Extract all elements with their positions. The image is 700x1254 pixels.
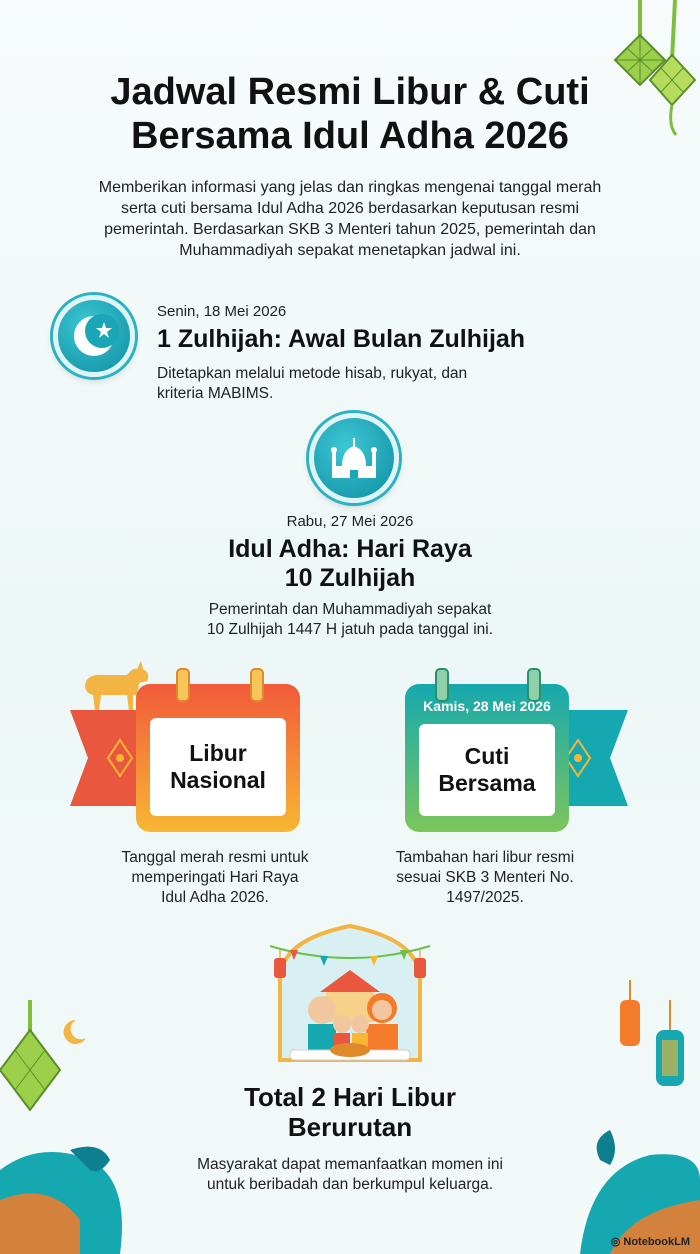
event1-date: Senin, 18 Mei 2026 xyxy=(157,303,287,320)
total-description: Masyarakat dapat memanfaatkan momen ini untuk beribadah dan berkumpul keluarga. xyxy=(197,1156,503,1193)
libur-label-line2: Nasional xyxy=(170,767,266,793)
libur-label-line1: Libur xyxy=(189,740,247,766)
family-illustration xyxy=(260,920,440,1070)
cuti-date: Kamis, 28 Mei 2026 xyxy=(423,698,551,714)
event2-description: Pemerintah dan Muhammadiyah sepakat 10 Zulhijah 1447 H jatuh pada tanggal ini. xyxy=(206,601,494,638)
mosque-icon xyxy=(309,413,399,503)
ketupat-decoration-bottom-left xyxy=(0,1000,130,1254)
brand-notebooklm: ◎ NotebookLM xyxy=(610,1236,690,1248)
lanterns-decoration-bottom-right xyxy=(570,980,700,1254)
total-heading: Total 2 Hari Libur Berurutan xyxy=(244,1082,456,1142)
event1-heading: 1 Zulhijah: Awal Bulan Zulhijah xyxy=(157,325,526,353)
notebook-logo-icon: ◎ xyxy=(610,1236,624,1248)
lantern-icon xyxy=(412,950,428,986)
libur-description: Tanggal merah resmi untuk memperingati Hari Raya Idul Adha 2026. xyxy=(121,849,309,906)
lantern-icon xyxy=(272,950,288,986)
cuti-bersama-calendar xyxy=(405,684,569,832)
cuti-label-line1: Cuti xyxy=(464,743,510,769)
cuti-description: Tambahan hari libur resmi sesuai SKB 3 Menteri No. 1497/2025. xyxy=(395,849,575,906)
page-title: Jadwal Resmi Libur & Cuti Bersama Idul Adha 2026 xyxy=(110,71,590,157)
cuti-label-line2: Bersama xyxy=(438,770,536,796)
libur-nasional-calendar xyxy=(136,684,300,832)
event2-heading: Idul Adha: Hari Raya 10 Zulhijah xyxy=(228,535,472,592)
event1-description: Ditetapkan melalui metode hisab, rukyat, dan kriteria MABIMS. xyxy=(157,365,468,402)
intro-paragraph: Memberikan informasi yang jelas dan ringkas mengenai tanggal merah serta cuti bersama Idul Adha 2026 berdasarkan keputusan resmi pemerintah. Berdasarkan SKB 3 Menteri tahun 2025, pemerintah dan Muhammadiyah sepakat menetapkan jadwal ini. xyxy=(98,179,602,259)
crescent-star-icon xyxy=(53,295,135,377)
event2-date: Rabu, 27 Mei 2026 xyxy=(286,513,414,530)
